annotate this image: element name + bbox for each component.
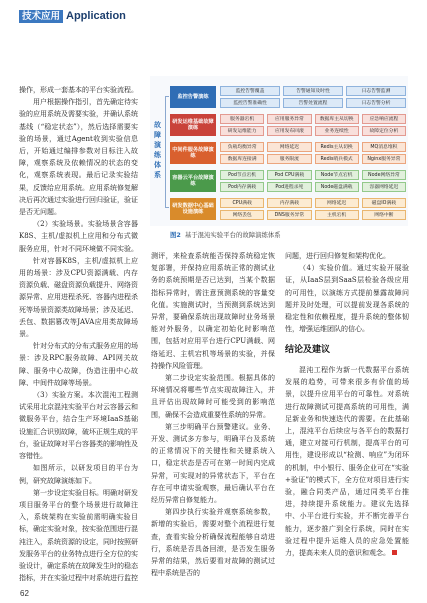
diagram-cell: CPU满载 (220, 198, 264, 208)
diagram-cell: 研发运维能力 (220, 126, 264, 136)
diagram-cell: Redis哨兵模式 (315, 154, 359, 164)
diagram-cell: DNS服务异常 (267, 210, 311, 220)
fault-drill-diagram (150, 76, 408, 226)
diagram-cell-grid (220, 86, 406, 108)
body-paragraph: 操作，形成一套基本的平台实验流程。 (19, 86, 138, 94)
diagram-cell: 网络延迟 (315, 198, 359, 208)
diagram-cell: 业务连续性 (315, 126, 359, 136)
diagram-group-monitoring (170, 86, 406, 108)
body-paragraph: 针对分布式的分布式服务应用的场景：涉及RPC服务故障、API网关故障、服务中心故障，伪造注册中心故障、中间件故障等场景。 (19, 342, 138, 387)
figure-caption-text: 基于混沌实验平台的故障演练体系 (184, 231, 281, 239)
body-paragraph: （4）实验价值。通过实验开展验证，从IaaS层到SaaS层检验各级应用的可用性，以演练方式提前暴露故障问题并及时处理，可以提前发现各系统的稳定性和依赖程度，提升系统的整体韧性，增强运维团队的信心。 (285, 264, 409, 334)
text-column-middle (151, 250, 275, 584)
diagram-cell: Redis主从切换 (315, 142, 359, 152)
diagram-cell: Pod CPU满载 (267, 170, 311, 180)
diagram-cell: 服务限流 (267, 154, 311, 164)
diagram-cell: 网络丢包 (220, 210, 264, 220)
diagram-group-title: 研发数据中心基础设施演练 (170, 198, 216, 220)
body-paragraph (285, 364, 409, 559)
text-column-right-top (285, 250, 409, 336)
body-paragraph: 第一步设定实验目标。明确对研发项目服务平台的整个场景进行故障注入，系统架构在实验前需明确实验目标，确定实验对象，按实验范围进行混沌注入，系统资源的设定，同时按照研发服务平台的业务特点进行全方位的实验设计，确定系统在故障发生时的稳态指标，并在实验过程中对系统进行监控 (19, 488, 138, 583)
body-paragraph: 如图所示，以研发项目的平台为例，研究故障演练如下。 (19, 464, 138, 485)
diagram-cell: 服务器宕机 (220, 114, 264, 124)
diagram-cell: 磁盘IO满载 (362, 198, 406, 208)
diagram-cell: Pod节点宕机 (220, 170, 264, 180)
diagram-group-title: 中间件服务故障演练 (170, 142, 216, 164)
page-number: 62 (20, 589, 29, 598)
diagram-cell-grid (220, 142, 406, 164)
figure-caption (170, 231, 281, 240)
diagram-group-title: 容器云平台故障演练 (170, 170, 216, 192)
diagram-group-title: 研发运维基础故障演练 (170, 114, 216, 136)
diagram-cell: 监控告警覆盖 (220, 86, 280, 96)
body-paragraph: 测评，来检查系统能否保持系统稳定恢复部署，并保持应用系统正常的测试业务的系统预期是否已达到，当某个数据指标异常时，需注意预测系统的容量变化值。实施测试时，当预测到系统达到异常，要确保系统出现故障时业务场景能对外服务，以确定初始化时影响范围，包括对应用平台进行CPU满载、网络延迟、主机宕机等场景的实验，并保持操作风险管理。 (151, 252, 275, 370)
diagram-cell: Nginx服务异常 (362, 154, 406, 164)
diagram-cell-grid (220, 198, 406, 220)
diagram-cell: 负载均衡异常 (220, 142, 264, 152)
diagram-cell: 容器网络延迟 (362, 182, 406, 192)
diagram-cell: Node节点宕机 (315, 170, 359, 180)
body-paragraph: 第三步明确平台预警建议。业务、开发、测试多方参与，明确平台及系统的正常情况下的关键性和关键系统入口，稳定状态是否可在第一时间内完成异常，可实现对的异常状态下，平台在存在可申请实验观察，最后确认平台在经历异常自修复能力。 (151, 422, 275, 505)
body-paragraph: 问题，进行回归修复和架构优化。 (285, 252, 390, 260)
diagram-cell: 告警通知及时性 (283, 86, 343, 96)
body-paragraph: 用户根据操作指引，首先确定待实验的应用系统及需要实验，并确认系统基线（“稳定状态”），然后选择需要实验的场景，通过Agent收到实验信息后，开始通过编排参数对目标注入故障，观察系统及依赖情况的状态的变化，观察系统表现。最后记录实验结果，反馈给应用系统。应用系统修复解决后再次通过实验进行回归验证，验证是否无问题。 (19, 98, 138, 217)
body-paragraph: 针对容器K8S，主机/虚拟机上应用的场景：涉及CPU资源满载、内存资源负载、磁盘资源负载提升、网络资源异常、应用进程杀死、容器内进程杀死等场景资源类故障场景；涉及延迟、丢包、数据篡改等JAVA应用类故障场景。 (19, 256, 138, 339)
diagram-cell: 数据库连接满 (220, 154, 264, 164)
diagram-cell: 内存满载 (267, 198, 311, 208)
diagram-cell-grid (220, 170, 406, 192)
body-paragraph: 第二步设定实验范围。根据具体的环境情况将哪些节点实现故障注入，并且评估出现故障时可能受到的影响范围，确保不会造成重要性系统的异常。 (151, 374, 275, 419)
diagram-cell: MQ消息堆积 (362, 142, 406, 152)
diagram-group-title: 监控告警演练 (170, 86, 216, 108)
diagram-cell: 告警处置流程 (283, 98, 343, 108)
section-header (19, 9, 126, 23)
diagram-cell: Pod进程杀死 (267, 182, 311, 192)
diagram-bracket (165, 96, 169, 208)
diagram-cell: Node网络异常 (362, 170, 406, 180)
text-column-right-bottom (285, 364, 409, 584)
end-mark-icon (392, 550, 397, 555)
section-tag: 技术应用 (19, 10, 63, 23)
body-paragraph: 第四步执行实验并观察系统参数，新增的实验后，需要对整个流程进行复查，查看实验分析确保流程能够自动进行，系统是否具备回滚，是否发生服务异常的结果，然后要看对故障的测试过程中系统是否的 (151, 508, 275, 578)
diagram-cell: 日志告警监测 (346, 86, 406, 96)
diagram-group-container-cloud (170, 170, 406, 192)
diagram-cell: 主机宕机 (315, 210, 359, 220)
text-column-left (19, 84, 138, 584)
diagram-cell: 数据库主从切换 (315, 114, 359, 124)
diagram-group-infrastructure (170, 198, 406, 220)
diagram-cell-grid (220, 114, 406, 136)
diagram-cell: 监控告警准确性 (220, 98, 280, 108)
diagram-cell: Node磁盘满载 (315, 182, 359, 192)
section-heading-conclusion: 结论及建议 (285, 345, 331, 355)
diagram-cell: 网络中断 (362, 210, 406, 220)
body-paragraph: （2）实验场景。实验场景含容器K8S、主机/虚拟机上应用和分布式微服务应用，针对不同环境做不同实验。 (19, 220, 138, 253)
figure-number: 图2 (170, 231, 181, 239)
diagram-side-label: 故障演练体系 (153, 121, 162, 181)
diagram-cell: 网络延迟 (267, 142, 311, 152)
section-title-en: Application (66, 9, 126, 22)
diagram-cell: Pod内存满载 (220, 182, 264, 192)
diagram-cell: 日志告警分析 (346, 98, 406, 108)
diagram-group-devops (170, 114, 406, 136)
body-paragraph: （3）实验方案。本次混沌工程测试采用北京混沌实验平台对云容器云和微服务平台，结合生产环境IaaS基础设施汇合识别故障，破坏正规生成的平台，验证故障对平台容器类的影响性及容错性。 (19, 391, 138, 461)
diagram-group-middleware (170, 142, 406, 164)
diagram-cell: 应急响应流程 (362, 114, 406, 124)
diagram-cell: 应用发布回滚 (267, 126, 311, 136)
diagram-cell: 故障定位分析 (362, 126, 406, 136)
diagram-cell: 应用服务异常 (267, 114, 311, 124)
body-paragraph-text: 混沌工程作为新一代数据平台系统发展的趋势，可带来很多有价值的场景，以提升应用平台的可靠性。对系统进行故障测试可提高系统的可用性，满足新业务和快速迭代的需要。在此基础上，混沌平台后续应与各平台的数据打通，建立对接可行机制，提高平台的可用性，建设形成以“检测、响应”为闭环的机制，中小银行、服务企业可在“实验+验证”的模式下，全方位对项目进行实验，融合同类产品，通过同类平台推进，持续提升系统能力。建议先选择中、小平台进行实验，并不断完善平台能力，逐步推广到全行系统，同时在实验过程中提升运维人员的应急处置能力，提高未来人员的意识和观念。 (285, 366, 409, 558)
